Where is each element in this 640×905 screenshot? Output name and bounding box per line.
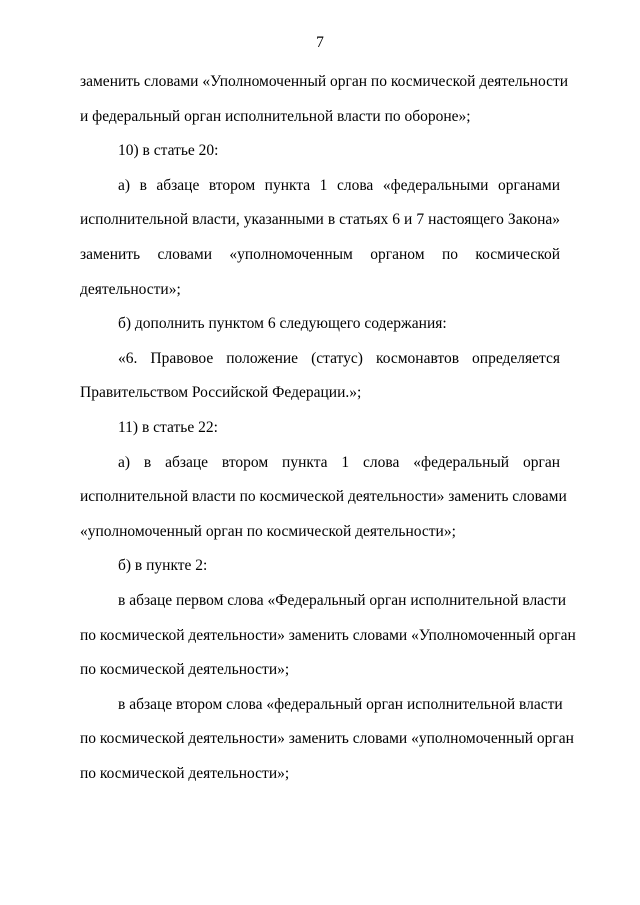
text-line: «6. Правовое положение (статус) космонавтов определяется: [118, 349, 560, 367]
page-number: 7: [316, 34, 324, 51]
text-line: по космической деятельности» заменить словами «Уполномоченный орган: [80, 626, 576, 644]
text-line: деятельности»;: [80, 280, 181, 298]
text-line: б) в пункте 2:: [118, 557, 208, 575]
text-line: б) дополнить пунктом 6 следующего содержания:: [118, 315, 447, 333]
document-body: [80, 70, 576, 796]
text-line: по космической деятельности» заменить словами «уполномоченный орган: [80, 730, 574, 748]
text-line: заменить словами «Уполномоченный орган по космической деятельности: [80, 73, 569, 90]
text-line: исполнительной власти по космической деятельности» заменить словами: [80, 488, 567, 506]
text-line: 10) в статье 20:: [118, 142, 219, 160]
text-line: 11) в статье 22:: [118, 418, 218, 436]
text-line: Правительством Российской Федерации.»;: [80, 384, 362, 402]
text-line: «уполномоченный орган по космической деятельности»;: [80, 522, 456, 540]
text-line: в абзаце втором слова «федеральный орган исполнительной власти: [118, 695, 563, 713]
text-line: по космической деятельности»;: [80, 764, 290, 782]
text-line: а) в абзаце втором пункта 1 слова «федеральный орган: [118, 453, 560, 471]
text-line: а) в абзаце втором пункта 1 слова «федеральными органами: [118, 176, 560, 194]
text-line: и федеральный орган исполнительной власти по обороне»;: [80, 107, 471, 125]
text-line: по космической деятельности»;: [80, 661, 290, 679]
text-line: заменить словами «уполномоченным органом по космической: [80, 245, 560, 263]
text-line: исполнительной власти, указанными в статьях 6 и 7 настоящего Закона»: [80, 211, 560, 229]
text-line: в абзаце первом слова «Федеральный орган исполнительной власти: [118, 591, 567, 609]
